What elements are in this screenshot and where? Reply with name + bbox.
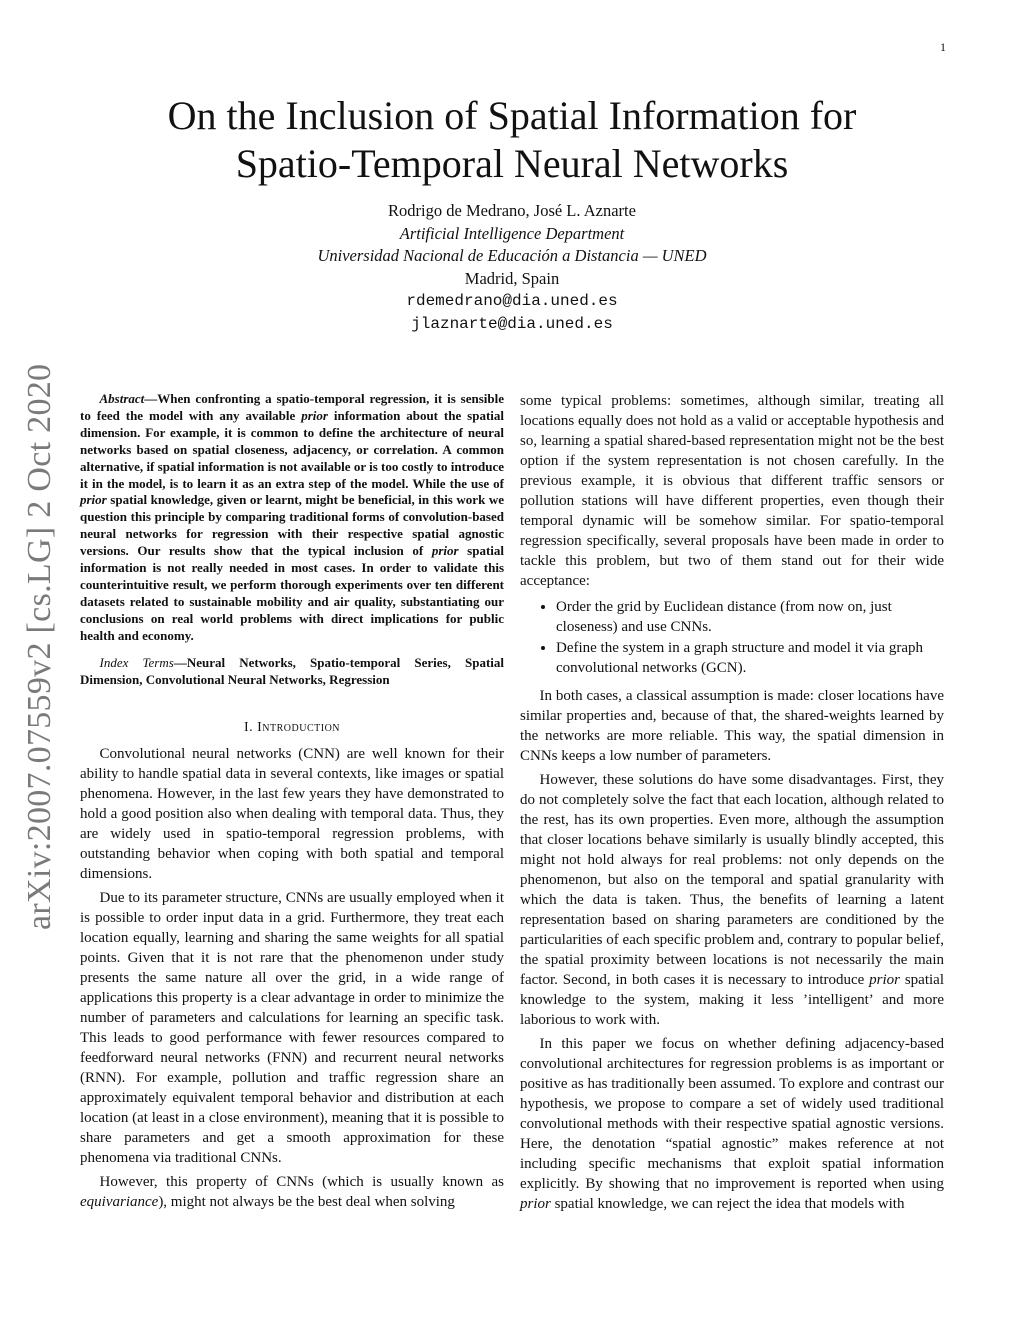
abstract-em-prior-2: prior [80, 492, 107, 508]
intro-p3-em: equivariance [80, 1194, 159, 1211]
intro-paragraph-3 [80, 1172, 504, 1212]
right-p4-text-a: In this paper we focus on whether defining adjacency-based convolutional architectures for regression problems is as important or positive as has traditionally been assumed. To explore and contrast our hypothesis, we propose to compare a set of widely used traditional convolutional methods with their respective spatial agnostic versions. Here, the denotation “spatial agnostic” makes reference at not including specific mechanisms that exploit spatial information explicitly. By showing that no improvement is reported when using [520, 1036, 944, 1192]
approach-list [520, 597, 944, 678]
right-p4-text-b: spatial knowledge, we can reject the idea that models with [550, 1196, 905, 1212]
intro-p3-text-b: ), might not always be the best deal when solving [158, 1194, 455, 1211]
author-location: Madrid, Spain [464, 268, 560, 288]
list-item: • Order the grid by Euclidean distance (from now on, just closeness) and use CNNs. [556, 597, 944, 637]
right-paragraph-4 [520, 1034, 944, 1214]
author-department: Artificial Intelligence Department [399, 223, 625, 243]
right-column [520, 391, 944, 1214]
right-p3-em: prior [869, 972, 900, 988]
right-p3-text-a: However, these solutions do have some disadvantages. First, they do not completely solve the fact that each location, although related to the rest, has its own properties. Even more, although the assumption that closer locations behave similarly is usually blindly accepted, this might not hold always for real problems: not only depends on the phenomenon, but also on the temporal and spatial granularity with which the data is taken. Thus, the benefits of learning a latent representation based on sharing parameters are conditioned by the particularities of each specific problem and, contrary to popular belief, the spatial proximity between locations is not necessarily the main factor. Second, in both cases it is necessary to introduce [520, 772, 944, 988]
title-line-2: Spatio-Temporal Neural Networks [235, 141, 789, 186]
abstract-em-prior-1: prior [301, 407, 328, 423]
abstract-text-c: spatial knowledge, given or learnt, might be beneficial, in this work we question this principle by comparing traditional forms of convolution-based neural networks for regression with their respective spatial agnostic versions. Our results show that the typical inclusion of [80, 492, 504, 559]
index-terms-label: Index Terms [99, 654, 174, 670]
abstract [80, 391, 504, 645]
author-email-2: jlaznarte@dia.uned.es [411, 314, 613, 333]
right-paragraph-3 [520, 770, 944, 1030]
title-line-1: On the Inclusion of Spatial Information for [167, 93, 857, 138]
right-paragraph-2: In both cases, a classical assumption is made: closer locations have similar properties and, because of that, the shared-weights learned by the networks are more reliable. This way, the spatial dimension in CNNs keeps a low number of parameters. [520, 688, 944, 764]
abstract-text-d: spatial information is not really needed in most cases. In order to validate this counterintuitive result, we perform thorough experiments over ten different datasets related to sustainable mobility and air quality, substantiating our conclusions on real world problems with direct implications for public health and economy. [80, 543, 504, 643]
right-p3-text-b: spatial knowledge to the system, making it less ’intelligent’ and more laborious to work with. [520, 972, 944, 1028]
index-terms-text: —Neural Networks, Spatio-temporal Series, Spatial Dimension, Convolutional Neural Networks, Regression [80, 654, 504, 687]
index-terms [80, 655, 504, 689]
author-email-1: rdemedrano@dia.uned.es [406, 292, 618, 310]
paper-title [0, 92, 1024, 188]
left-column [80, 391, 504, 1212]
section-heading-introduction [80, 720, 504, 736]
abstract-em-prior-3: prior [431, 543, 459, 559]
list-item: • Define the system in a graph structure and model it via graph convolutional networks (GCN). [556, 638, 944, 678]
intro-p3-text-a: However, this property of CNNs (which is usually known as [99, 1174, 504, 1191]
section-title: Introduction [257, 720, 341, 736]
right-paragraph-1: some typical problems: sometimes, although similar, treating all locations equally does not hold as a valid or acceptable hypothesis and so, learning a spatial shared-based representation might not be the best option if the system representation is not chosen carefully. In the previous example, it is obvious that different traffic sensors or pollution stations will have different properties, even though their temporal dynamic will be somehow similar. For spatio-temporal regression specifically, several proposals have been made in order to tackle this problem, but two of them stand out for their wide acceptance: [520, 393, 944, 589]
arxiv-side-stamp: arXiv:2007.07559v2 [cs.LG] 2 Oct 2020 [21, 363, 58, 930]
right-p4-em: prior [520, 1196, 551, 1212]
author-university: Universidad Nacional de Educación a Distancia — UNED [317, 246, 707, 265]
abstract-text-a: —When confronting a spatio-temporal regression, it is sensible to feed the model with any available [80, 391, 504, 423]
author-block [0, 200, 1024, 335]
intro-paragraph-1: Convolutional neural networks (CNN) are well known for their ability to handle spatial data in several contexts, like images or spatial phenomena. However, in the last few years they have demonstrated to hold a good position also when dealing with temporal data. Thus, they are widely used in spatio-temporal regression problems, with outstanding behavior when coping with both spatial and temporal dimensions. [80, 746, 504, 883]
intro-paragraph-2: Due to its parameter structure, CNNs are usually employed when it is possible to order input data in a grid. Furthermore, they treat each location equally, learning and sharing the same weights for all spatial points. Given that it is not rare that the phenomenon under study presents the same nature all over the grid, in a wide range of applications this property is a clear advantage in order to minimize the number of parameters and calculations for learning an specific task. This leads to good performance with fewer resources compared to feedforward neural networks (FNN) and recurrent neural networks (RNN). For example, pollution and traffic regression share an approximately equivalent temporal behavior and distribution at each location (at least in a close environment), meaning that it is possible to share parameters and get a smooth approximation for these phenomena via traditional CNNs. [80, 890, 504, 1167]
abstract-label: Abstract [99, 391, 145, 406]
page-number: 1 [940, 40, 946, 54]
abstract-text-b: information about the spatial dimension. For example, it is common to define the architecture of neural networks based on spatial closeness, adjacency, or correlation. A common alternative, if spatial information is not available or is too costly to introduce it in the model, is to learn it as an extra step of the model. While the use of [80, 407, 505, 491]
section-number: I. [243, 720, 254, 736]
author-names: Rodrigo de Medrano, José L. Aznarte [388, 201, 636, 220]
